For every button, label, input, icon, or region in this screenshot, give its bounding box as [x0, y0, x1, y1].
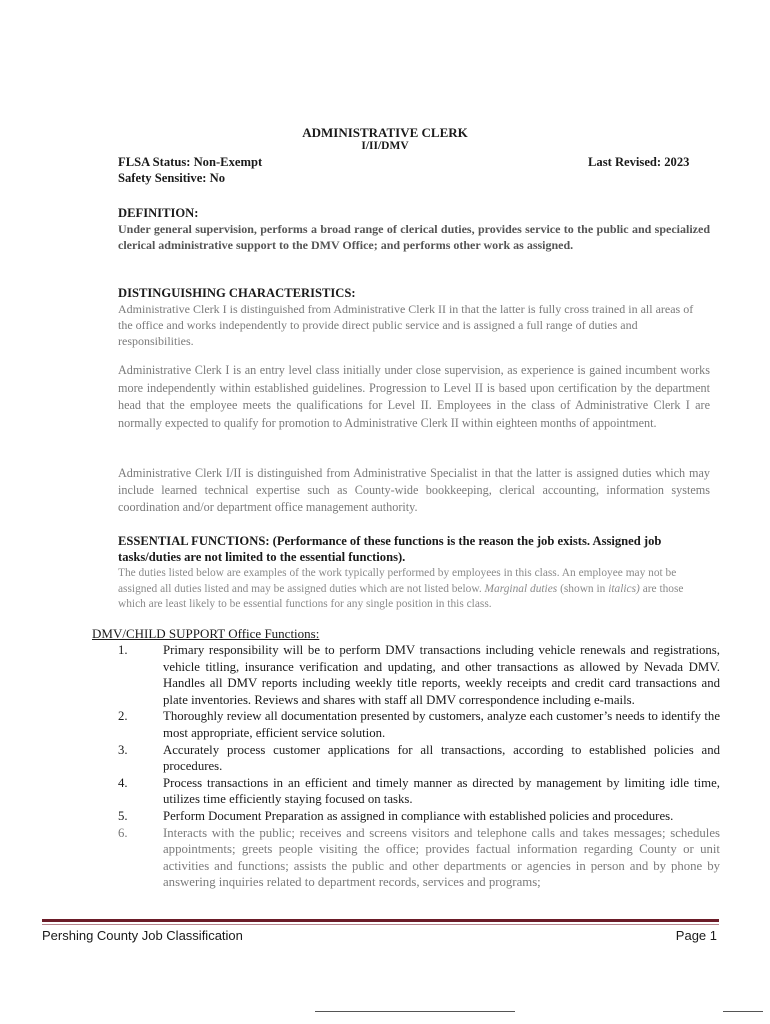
- item-text: Perform Document Preparation as assigned in compliance with established policies and procedures.: [163, 808, 674, 823]
- distinguishing-heading: DISTINGUISHING CHARACTERISTICS:: [118, 286, 356, 300]
- safety-sensitive: Safety Sensitive: No: [118, 171, 226, 185]
- item-text: Interacts with the public; receives and screens visitors and telephone calls and takes messages; schedules appointments; greets people visiting the office; provides factual information regarding County or unit activities and functions; assists the public and other departments or agencies in person and by phone by answering inquiries related to department records, services and programs;: [163, 825, 720, 890]
- last-revised: Last Revised: 2023: [588, 155, 690, 169]
- signature-line: [315, 1011, 515, 1012]
- essential-note-b: (shown in: [560, 582, 606, 595]
- item-number: 4.: [118, 775, 128, 790]
- essential-note-marginal: Marginal duties: [484, 582, 558, 595]
- job-title: ADMINISTRATIVE CLERK: [302, 125, 468, 140]
- definition-heading: DEFINITION:: [118, 206, 199, 220]
- footer-divider: [42, 919, 719, 922]
- essential-note-c: are those which are least likely to be essential functions for any single position in this class.: [118, 582, 684, 611]
- item-number: 3.: [118, 742, 128, 757]
- definition-section: [118, 205, 710, 253]
- page-number: Page 1: [675, 928, 717, 943]
- item-number: 2.: [118, 709, 128, 724]
- list-item: [108, 742, 720, 775]
- item-number: 1.: [118, 643, 128, 657]
- distinguishing-section: [118, 285, 710, 349]
- distinguishing-p1: Administrative Clerk I is distinguished from Administrative Clerk II in that the latter is fully cross trained in all areas of the office and works independently to provide direct public service and is assigned a full range of duties and responsibilities.: [118, 302, 694, 348]
- distinguishing-p3: Administrative Clerk I/II is distinguished from Administrative Specialist in that the latter is assigned duties which may include learned technical expertise such as County-wide bookkeeping, clerical accounting, information systems coordination and/or department office management authority.: [118, 466, 710, 514]
- item-number: 5.: [118, 808, 128, 823]
- job-subtitle: I/II/DMV: [361, 140, 409, 152]
- footer-divider-thin: [42, 924, 719, 925]
- list-item: [108, 825, 720, 891]
- essential-note-italics: italics): [608, 582, 640, 595]
- definition-text: Under general supervision, performs a broad range of clerical duties, provides service to the public and specialized clerical administrative support to the DMV Office; and performs other work as assigned.: [118, 222, 710, 252]
- essential-section: [118, 534, 710, 613]
- list-item: [108, 775, 720, 808]
- item-text: Accurately process customer applications for all transactions, according to established policies and procedures.: [163, 742, 720, 774]
- item-text: Primary responsibility will be to perform DMV transactions including vehicle renewals and registrations, vehicle titling, insurance verification and updating, and other transactions as allowed by Nevada DMV. Handles all DMV reports including weekly title reports, weekly receipts and credit card transactions and plate inventories. Reviews and shares with staff all DMV correspondence including e-mails.: [163, 643, 720, 707]
- functions-title-text: DMV/CHILD SUPPORT Office Functions:: [92, 626, 320, 641]
- distinguishing-p2: Administrative Clerk I is an entry level class initially under close supervision, as experience is gained incumbent works more independently within established guidelines. Progression to Level II is based upon certification by the department head that the employee meets the qualifications for Level II. Employees in the class of Administrative Clerk I are normally expected to qualify for promotion to Administrative Clerk II within eighteen months of appointment.: [118, 363, 710, 430]
- functions-title: [92, 626, 319, 642]
- item-number: 6.: [118, 825, 128, 840]
- essential-note: [118, 566, 710, 613]
- list-item: [108, 708, 720, 741]
- item-text: Process transactions in an efficient and timely manner as directed by management by limiting idle time, utilizes time efficiently staying focused on tasks.: [163, 775, 720, 807]
- essential-heading: ESSENTIAL FUNCTIONS: (Performance of these functions is the reason the job exists. Assigned job tasks/duties are not limited to the essential functions).: [118, 534, 662, 564]
- list-item: [108, 642, 720, 708]
- functions-list: [108, 642, 720, 891]
- footer-label: Pershing County Job Classification: [42, 928, 243, 943]
- date-line: [723, 1011, 763, 1012]
- essential-note-a: The duties listed below are examples of the work typically performed by employees in this class. An employee may not be assigned all duties listed and may be assigned duties which are not listed below.: [118, 567, 677, 595]
- flsa-status: FLSA Status: Non-Exempt: [118, 155, 263, 169]
- list-item: [108, 808, 720, 825]
- item-text: Thoroughly review all documentation presented by customers, analyze each customer’s needs to identify the most appropriate, efficient service solution.: [163, 709, 720, 740]
